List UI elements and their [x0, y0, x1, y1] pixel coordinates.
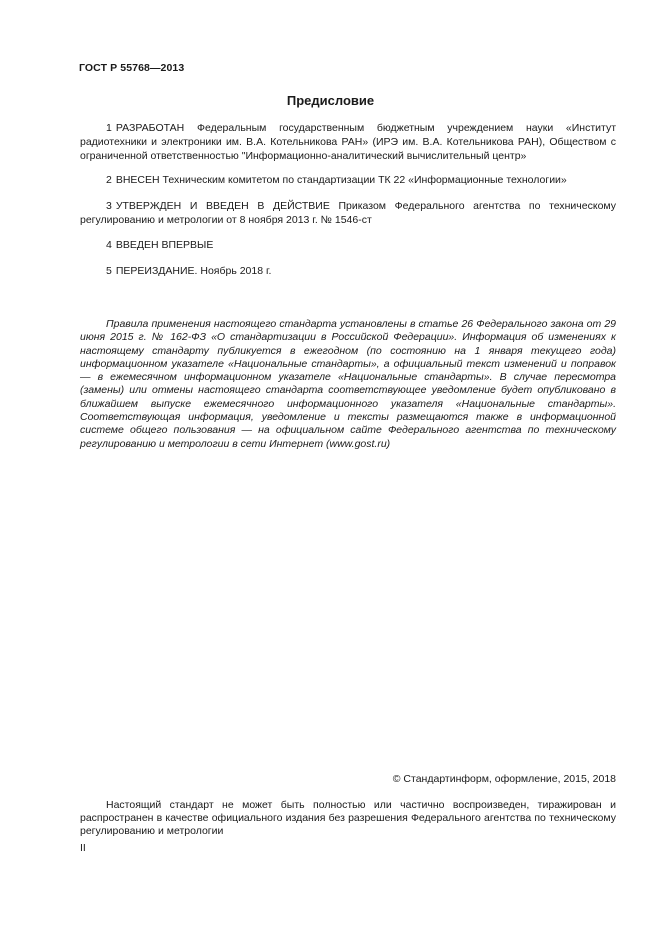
preface-item-2	[80, 173, 616, 187]
copyright-notice: © Стандартинформ, оформление, 2015, 2018	[392, 773, 616, 785]
section-heading: Предисловие	[286, 93, 375, 108]
standard-application-notice: Правила применения настоящего стандарта установлены в статье 26 Федерального закона от 29 июня 2015 г. № 162-ФЗ «О стандартизации в Российской Федерации». Информация об изменениях к настоящему стандарту публикуется в ежегодном (по состоянию на 1 января текущего года) информационном указателе «Национальные стандарты», а официальный текст изменений и поправок — в ежемесячном информационном указателе «Национальные стандарты». В случае пересмотра (замены) или отмены настоящего стандарта соответствующее уведомление будет опубликовано в ближайшем выпуске ежемесячного информационного указателя «Национальные стандарты». Соответствующая информация, уведомление и тексты размещаются также в информационной системе общего пользования — на официальном сайте Федерального агентства по техническому регулированию и метрологии в сети Интернет (www.gost.ru)	[80, 318, 616, 450]
preface-item-3	[80, 199, 616, 227]
item-text: ВВЕДЕН ВПЕРВЫЕ	[115, 239, 214, 251]
item-number: 5	[106, 265, 112, 277]
document-code: ГОСТ Р 55768—2013	[79, 62, 185, 74]
preface-item-5	[80, 264, 616, 278]
item-number: 2	[106, 174, 112, 186]
item-text: ПЕРЕИЗДАНИЕ. Ноябрь 2018 г.	[115, 265, 272, 277]
item-text: РАЗРАБОТАН Федеральным государственным бюджетным учреждением науки «Институт радиотехники и электроники им. В.А. Котельникова РАН» (ИРЭ им. В.А. Котельникова РАН), Обществом с ограниченной ответственностью "Информационно-аналитический вычислительный центр»	[80, 122, 616, 162]
item-number: 1	[106, 122, 112, 134]
reproduction-restriction: Настоящий стандарт не может быть полностью или частично воспроизведен, тиражирован и распространен в качестве официального издания без разрешения Федерального агентства по техническому регулированию и метрологии	[80, 799, 616, 837]
preface-item-1	[80, 121, 616, 163]
item-text: УТВЕРЖДЕН И ВВЕДЕН В ДЕЙСТВИЕ Приказом Федерального агентства по техническому регулированию и метрологии от 8 ноября 2013 г. № 1546-ст	[80, 200, 616, 226]
item-text: ВНЕСЕН Техническим комитетом по стандартизации ТК 22 «Информационные технологии»	[115, 174, 567, 186]
item-number: 4	[106, 239, 112, 251]
item-number: 3	[106, 200, 112, 212]
preface-item-4	[80, 238, 616, 252]
page-number: II	[80, 842, 86, 854]
